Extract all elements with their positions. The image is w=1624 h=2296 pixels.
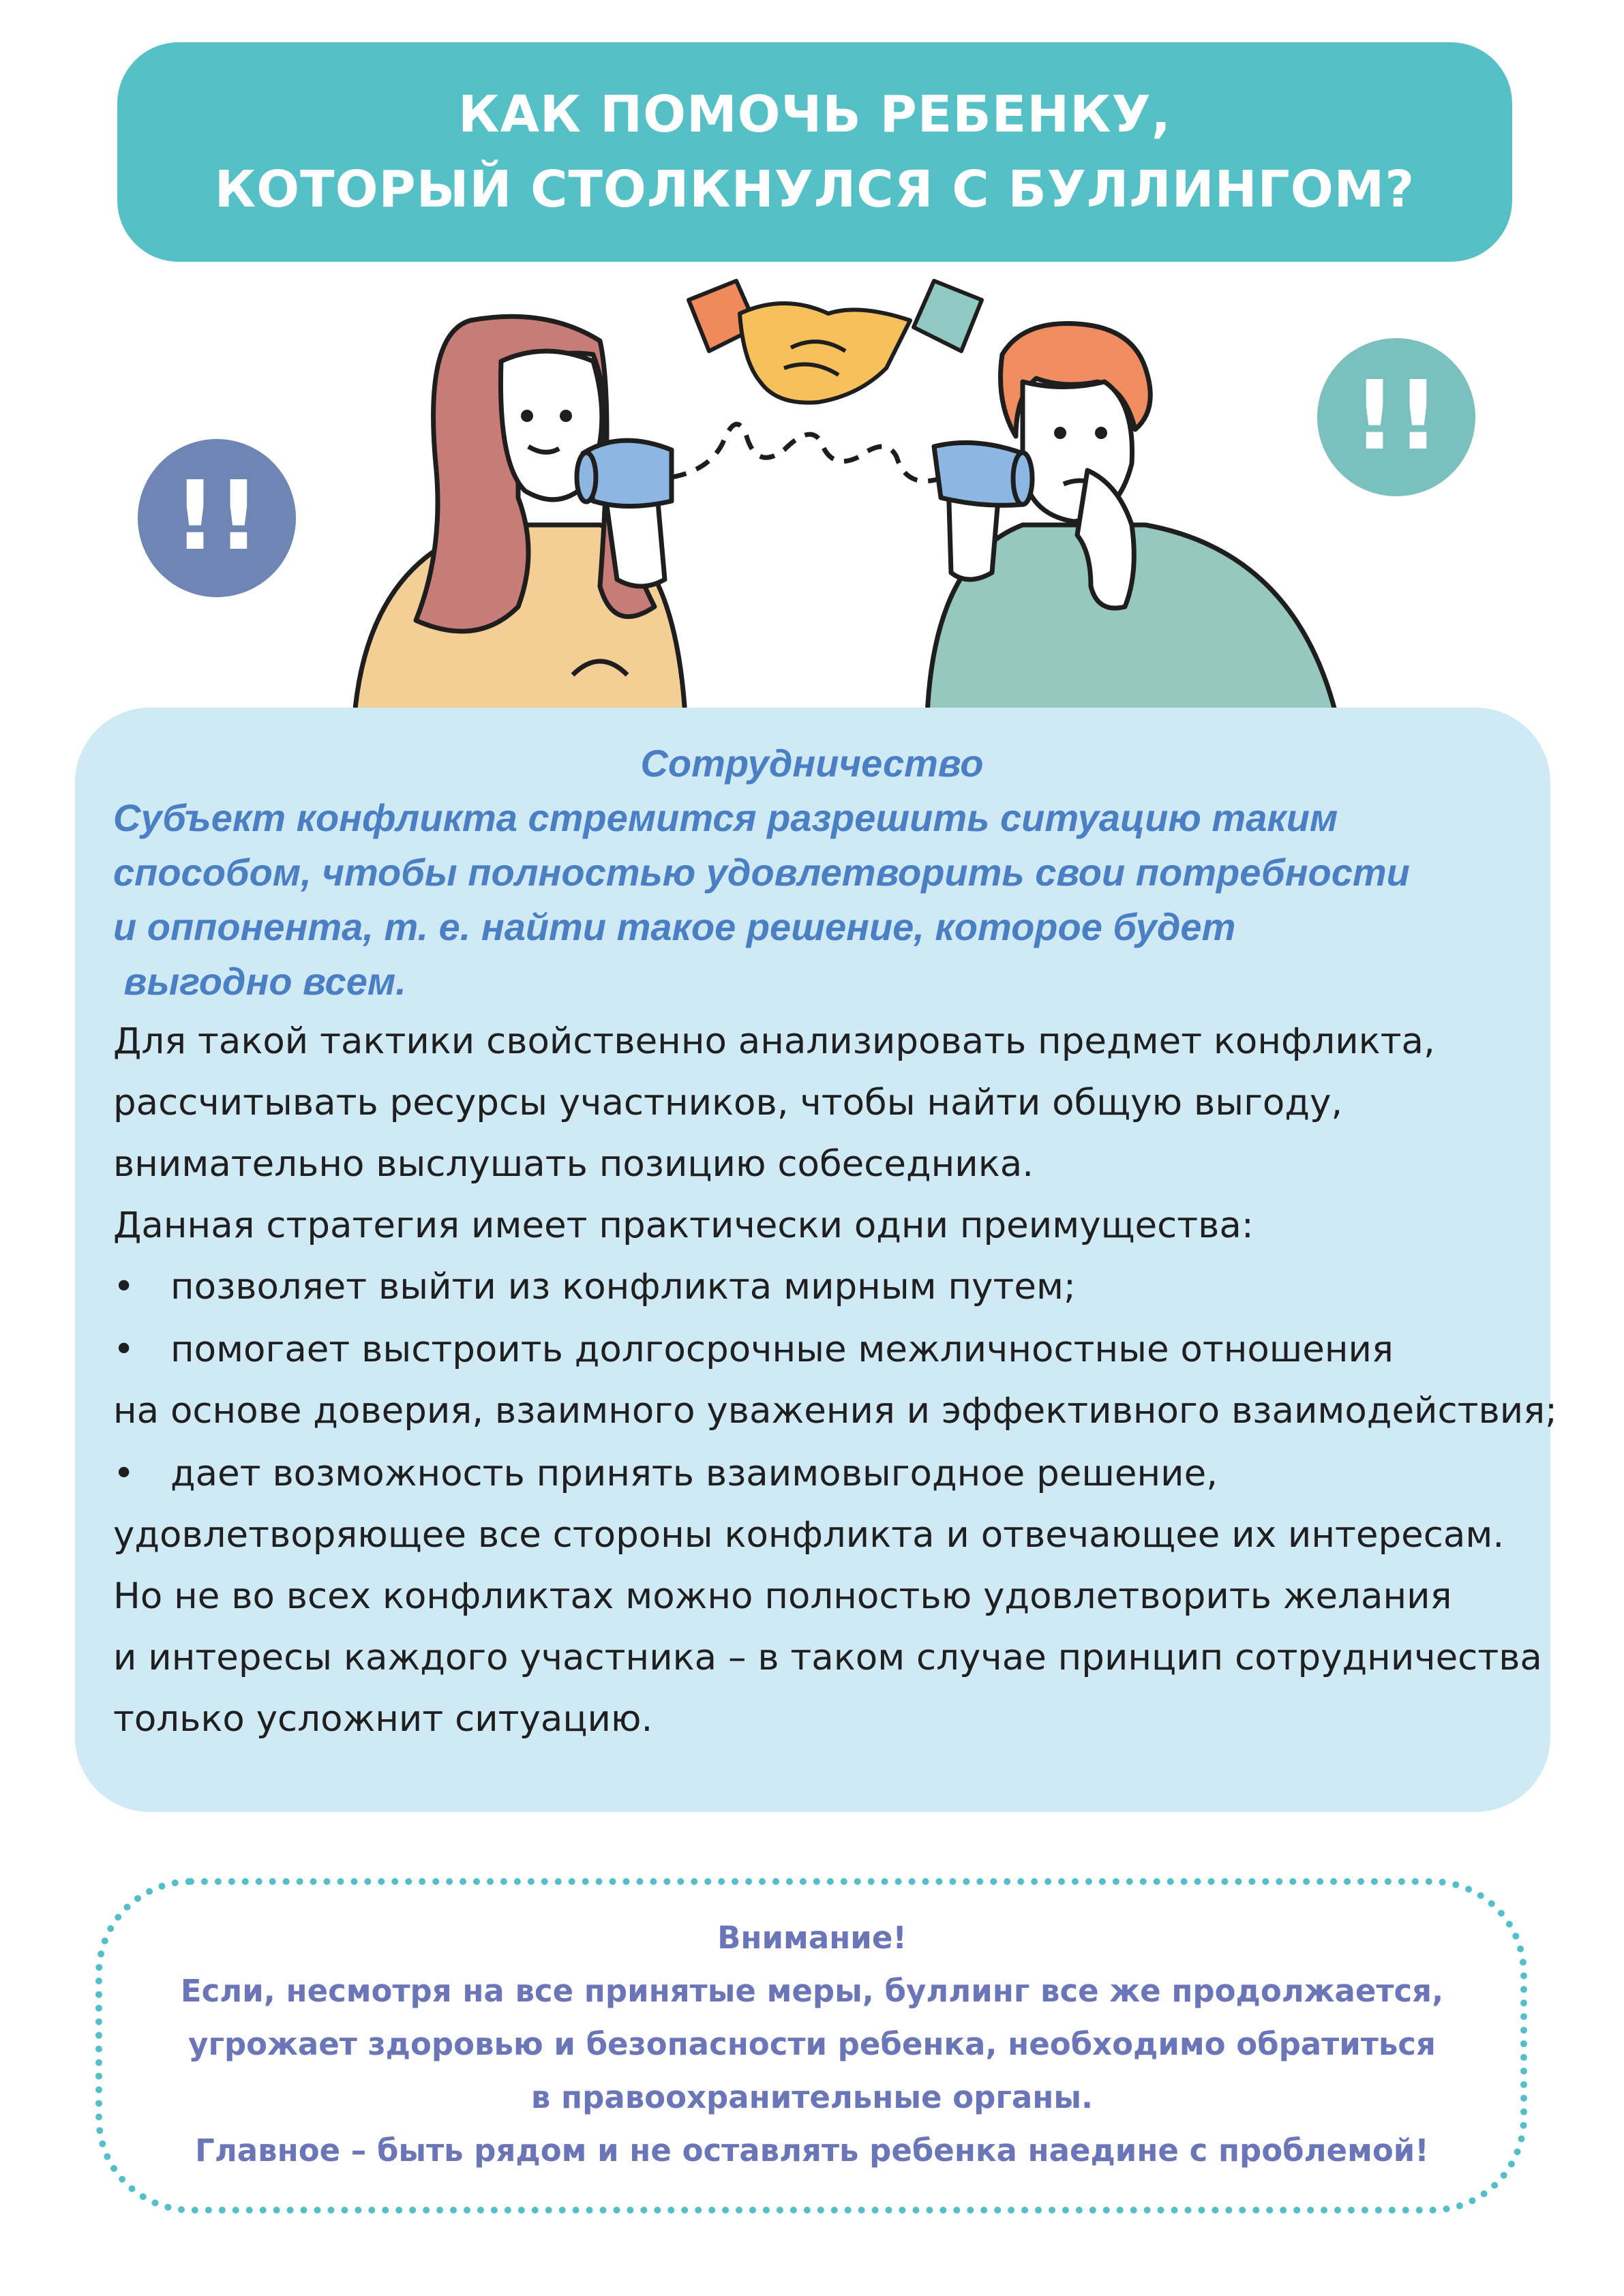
phone-string xyxy=(672,424,944,481)
bullet-icon: • xyxy=(113,1329,135,1370)
body-line-4: Данная стратегия имеет практически одни преимущества: xyxy=(113,1205,1254,1246)
girl-figure xyxy=(355,316,685,716)
definition-line-1: Субъект конфликта стремится разрешить ситуацию таким xyxy=(113,796,1338,839)
strategy-heading: Сотрудничество xyxy=(640,742,984,785)
attention-line-1: Если, несмотря на все принятые меры, буллинг все же продолжается, xyxy=(180,1973,1444,2009)
definition-line-2: способом, чтобы полностью удовлетворить свои потребности xyxy=(113,851,1410,894)
attention-line-4: Главное – быть рядом и не оставлять ребенка наедине с проблемой! xyxy=(195,2132,1429,2169)
attention-line-3: в правоохранительные органы. xyxy=(530,2079,1094,2115)
title-banner xyxy=(117,42,1512,262)
bullet-icon: • xyxy=(113,1453,135,1494)
bullet-icon: • xyxy=(113,1266,135,1308)
handshake-icon xyxy=(689,281,982,403)
bullet-item-3 xyxy=(113,1447,1218,1501)
title-line-2: КОТОРЫЙ СТОЛКНУЛСЯ С БУЛЛИНГОМ? xyxy=(214,160,1415,219)
bullet-text-3-continued: удовлетворяющее все стороны конфликта и отвечающее их интересам. xyxy=(113,1514,1505,1556)
bullet-item-1 xyxy=(113,1260,1076,1314)
closing-line-3: только усложнит ситуацию. xyxy=(113,1698,653,1740)
bullet-text-2-continued: на основе доверия, взаимного уважения и эффективного взаимодействия; xyxy=(113,1390,1557,1432)
definition-line-3: и оппонента, т. е. найти такое решение, которое будет xyxy=(113,905,1236,948)
bullet-text-2: помогает выстроить долгосрочные межличностные отношения xyxy=(170,1329,1394,1370)
title-line-1: КАК ПОМОЧЬ РЕБЕНКУ, xyxy=(458,85,1171,144)
illustration xyxy=(0,266,1624,716)
attention-line-2: угрожает здоровью и безопасности ребенка, необходимо обратиться xyxy=(188,2026,1436,2062)
body-line-3: внимательно выслушать позицию собеседника. xyxy=(113,1143,1034,1185)
right-exclamation-badge xyxy=(1317,338,1475,496)
bullet-text-1: позволяет выйти из конфликта мирным путем; xyxy=(170,1266,1076,1308)
bullet-text-3: дает возможность принять взаимовыгодное решение, xyxy=(170,1453,1218,1494)
closing-line-1: Но не во всех конфликтах можно полностью удовлетворить желания xyxy=(113,1575,1452,1617)
boy-figure xyxy=(927,324,1336,716)
definition-line-4: выгодно всем. xyxy=(113,960,406,1003)
left-exclamation-badge xyxy=(138,439,296,597)
attention-title: Внимание! xyxy=(717,1920,907,1956)
closing-line-2: и интересы каждого участника – в таком случае принцип сотрудничества xyxy=(113,1637,1542,1678)
bullet-item-2 xyxy=(113,1323,1394,1377)
body-line-2: рассчитывать ресурсы участников, чтобы найти общую выгоду, xyxy=(113,1082,1343,1123)
body-line-1: Для такой тактики свойственно анализировать предмет конфликта, xyxy=(113,1021,1435,1062)
left-exclamation-icon: !! xyxy=(173,461,260,572)
right-exclamation-icon: !! xyxy=(1353,361,1440,472)
